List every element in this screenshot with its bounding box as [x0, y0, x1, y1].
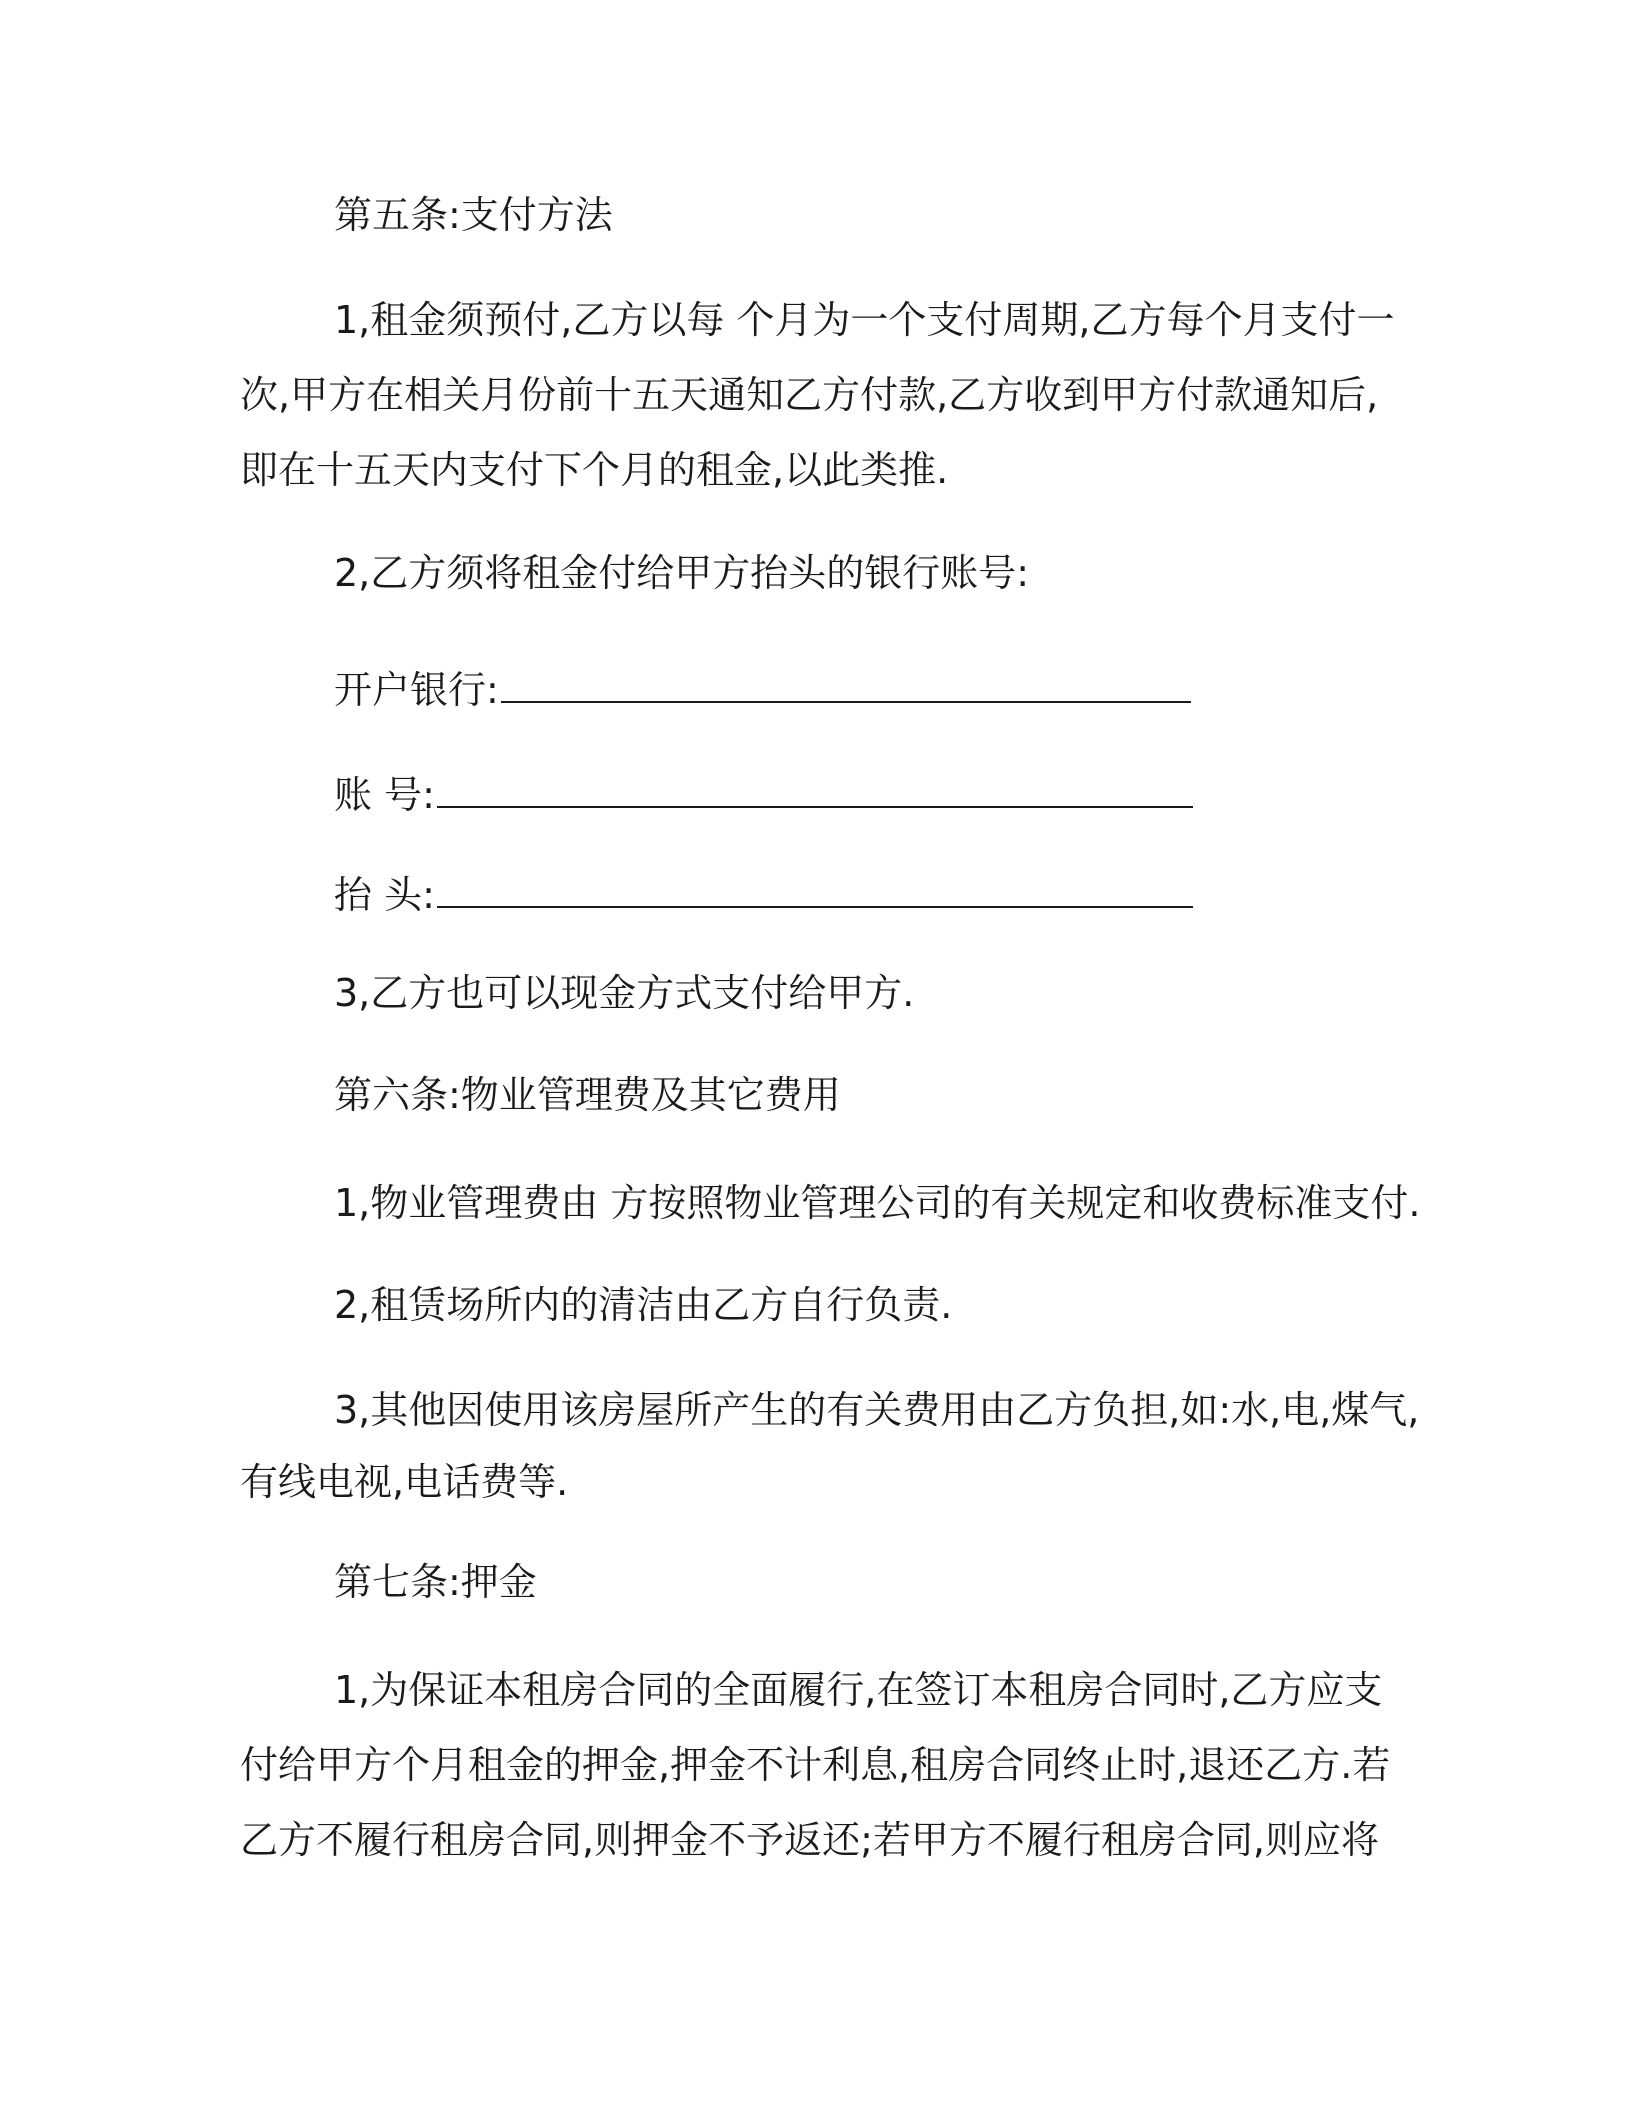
bank-name-label: 开户银行: — [334, 668, 499, 712]
section-6-paragraph-3-line-1: 3,其他因使用该房屋所产生的有关费用由乙方负担,如:水,电,煤气, — [334, 1388, 1420, 1432]
section-6-paragraph-2: 2,租赁场所内的清洁由乙方自行负责. — [334, 1283, 953, 1327]
bank-name-field — [334, 663, 1191, 715]
account-number-label: 账 号: — [334, 773, 435, 817]
section-7-paragraph-1-line-2: 付给甲方个月租金的押金,押金不计利息,租房合同终止时,退还乙方.若 — [240, 1743, 1391, 1787]
section-7-heading: 第七条:押金 — [334, 1560, 537, 1604]
section-5-paragraph-1-line-1: 1,租金须预付,乙方以每 个月为一个支付周期,乙方每个月支付一 — [334, 298, 1395, 342]
bank-name-blank — [501, 663, 1191, 703]
section-7-paragraph-1-line-3: 乙方不履行租房合同,则押金不予返还;若甲方不履行租房合同,则应将 — [240, 1818, 1379, 1862]
section-5-paragraph-2: 2,乙方须将租金付给甲方抬头的银行账号: — [334, 551, 1030, 595]
payee-field — [334, 868, 1193, 920]
section-5-paragraph-1-line-2: 次,甲方在相关月份前十五天通知乙方付款,乙方收到甲方付款通知后, — [240, 373, 1379, 417]
section-6-paragraph-1: 1,物业管理费由 方按照物业管理公司的有关规定和收费标准支付. — [334, 1181, 1421, 1225]
payee-blank — [437, 868, 1193, 908]
section-5-paragraph-1-line-3: 即在十五天内支付下个月的租金,以此类推. — [240, 448, 949, 492]
section-5-heading: 第五条:支付方法 — [334, 193, 613, 237]
account-number-blank — [437, 768, 1193, 808]
account-number-field — [334, 768, 1193, 820]
payee-label: 抬 头: — [334, 873, 435, 917]
section-7-paragraph-1-line-1: 1,为保证本租房合同的全面履行,在签订本租房合同时,乙方应支 — [334, 1668, 1383, 1712]
section-6-heading: 第六条:物业管理费及其它费用 — [334, 1073, 841, 1117]
section-6-paragraph-3-line-2: 有线电视,电话费等. — [240, 1460, 569, 1504]
section-5-paragraph-3: 3,乙方也可以现金方式支付给甲方. — [334, 971, 915, 1015]
